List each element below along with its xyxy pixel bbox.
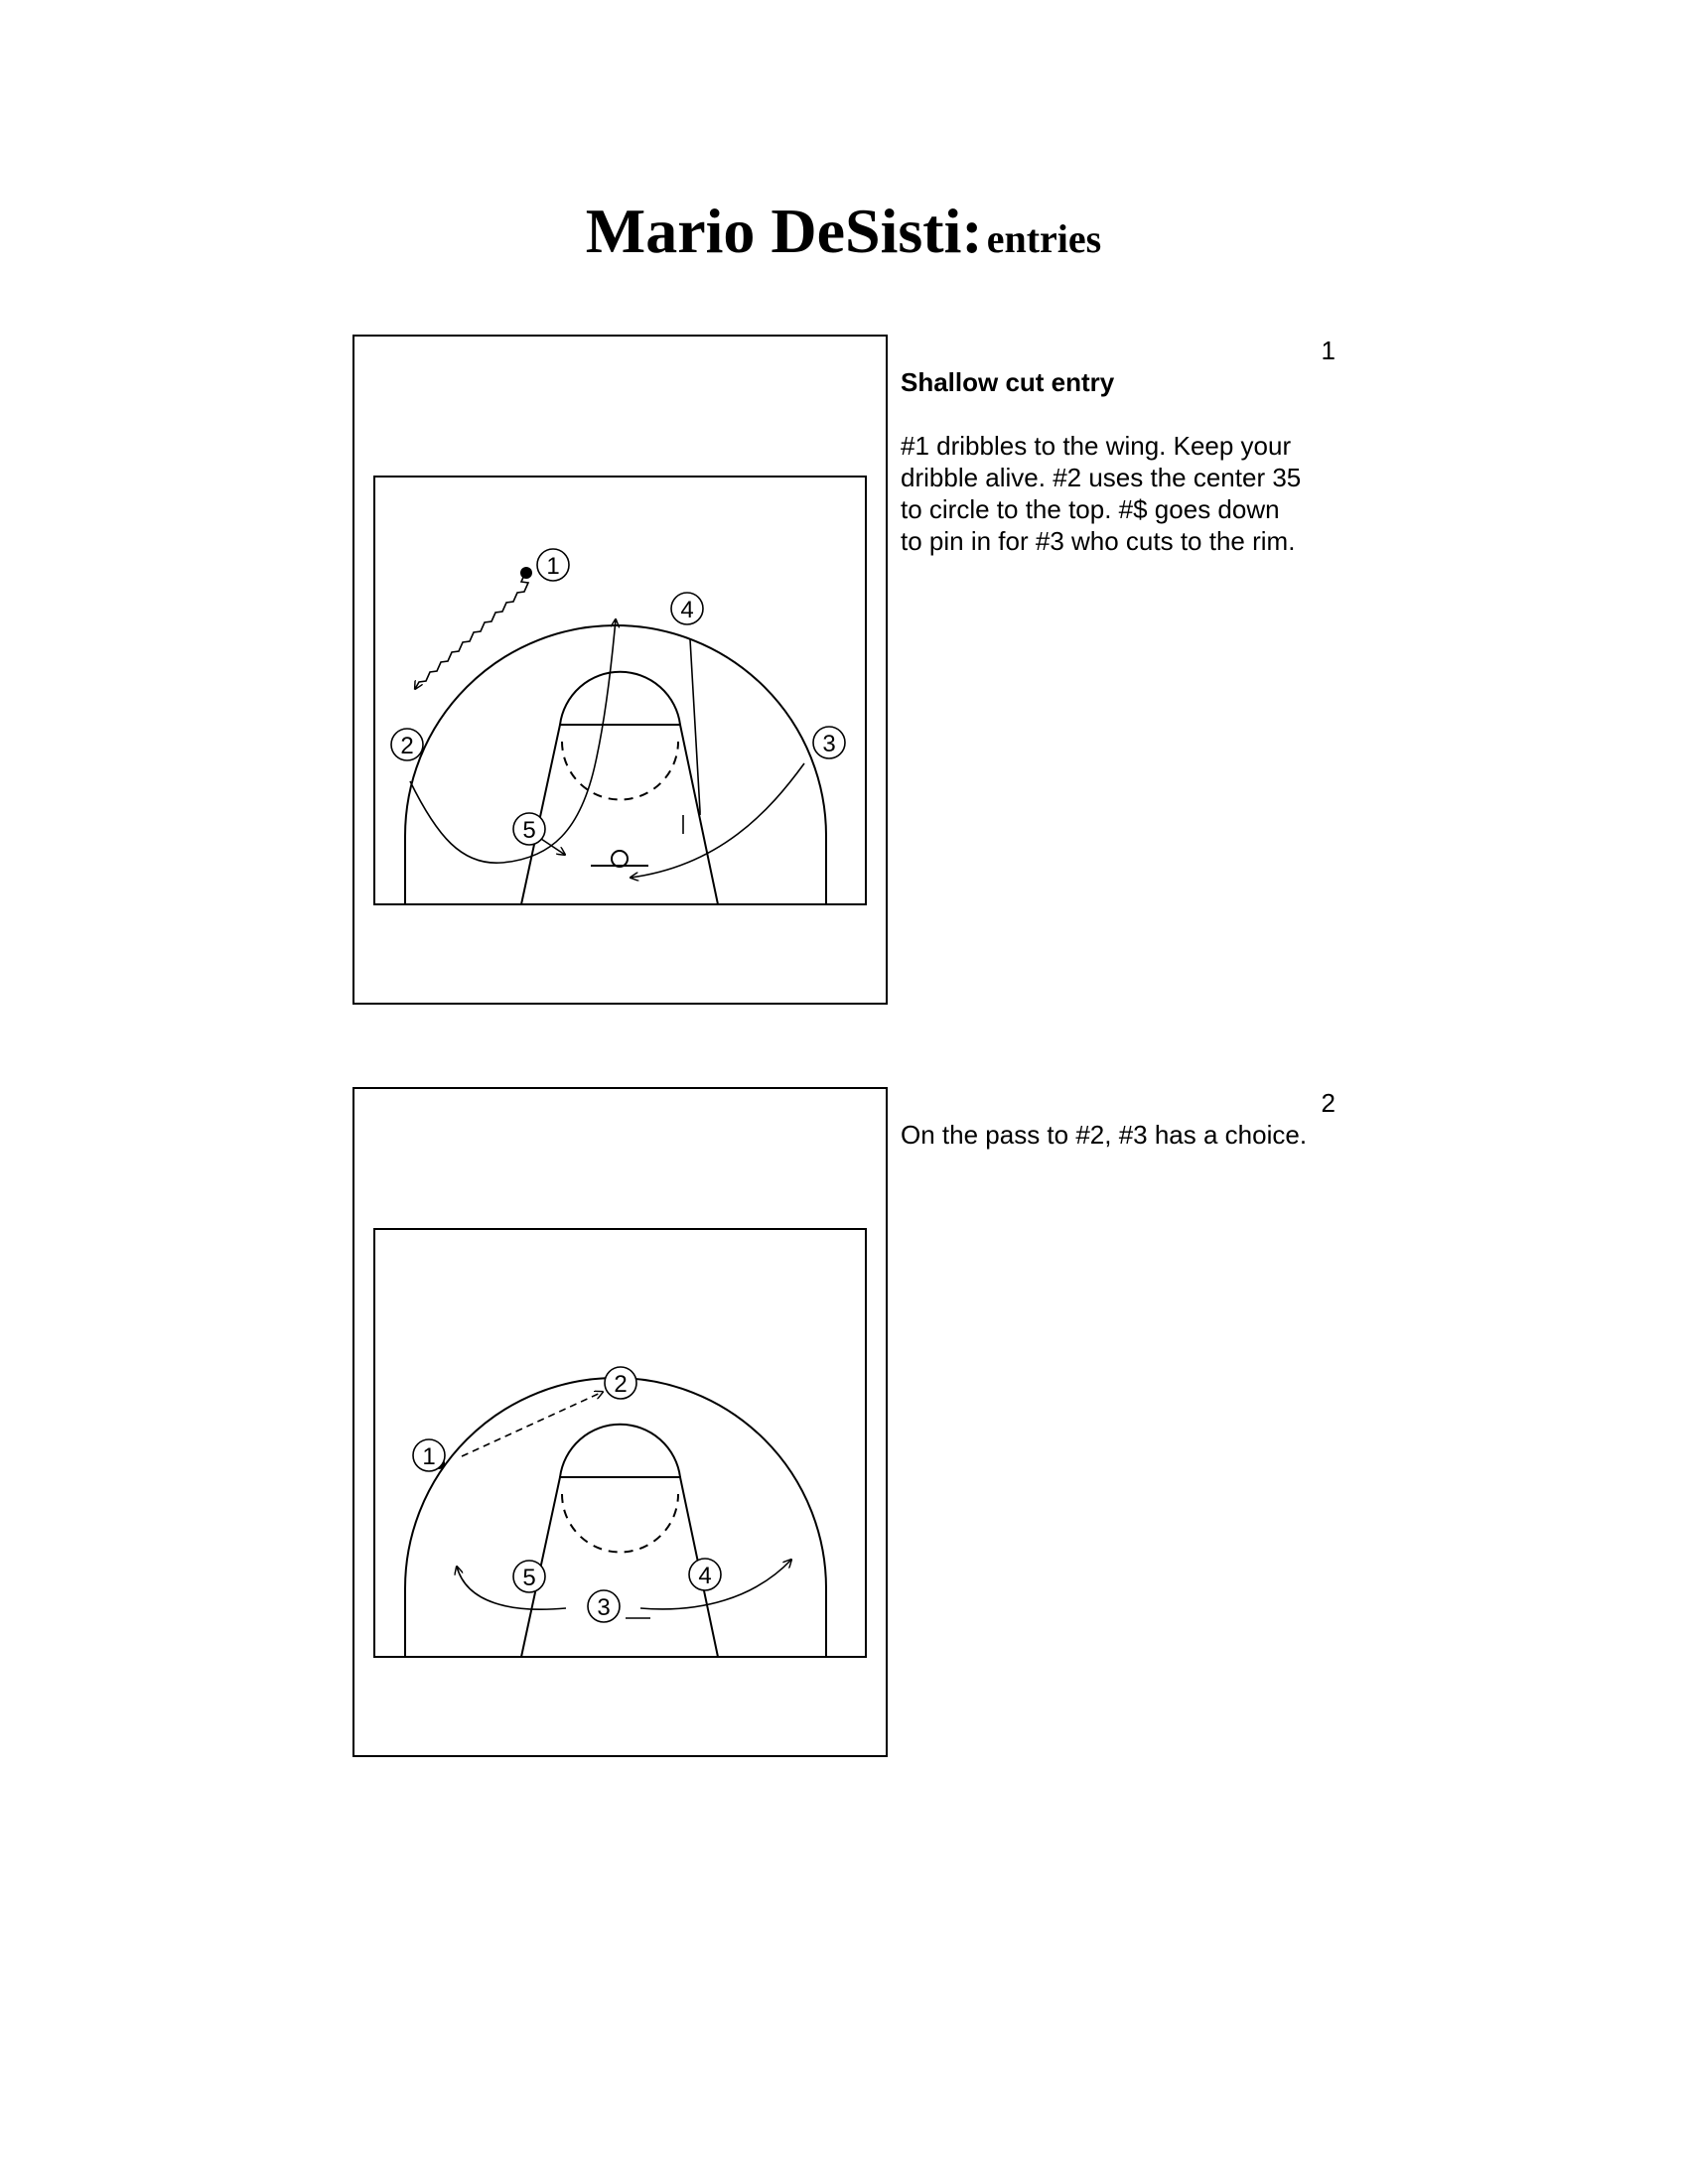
play-description <box>901 1119 1336 1151</box>
description-line: #1 dribbles to the wing. Keep your <box>901 431 1292 461</box>
play-number: 2 <box>1321 1088 1336 1118</box>
title-main: Mario DeSisti: <box>585 196 983 266</box>
player-5-label: 5 <box>522 817 536 844</box>
play-1-text <box>901 335 1336 557</box>
player-3 <box>813 727 845 758</box>
player-4-label: 4 <box>680 597 694 623</box>
play-1-court-svg <box>352 335 888 1005</box>
play-number: 1 <box>1321 336 1336 365</box>
player-5 <box>513 1561 545 1592</box>
play-1-diagram <box>352 335 888 1005</box>
player-3-label: 3 <box>822 731 836 757</box>
player-4 <box>689 1559 721 1590</box>
player-1-label: 1 <box>546 553 560 580</box>
player-1 <box>413 1439 445 1471</box>
title-sub: entries <box>986 216 1102 261</box>
player-2 <box>391 729 423 760</box>
play-description <box>901 430 1336 557</box>
player-4-label: 4 <box>698 1563 712 1589</box>
player-4 <box>671 593 703 624</box>
description-line: dribble alive. #2 uses the center 35 <box>901 463 1302 492</box>
player-3 <box>588 1590 620 1622</box>
page-title <box>0 195 1687 268</box>
player-3-label: 3 <box>597 1594 611 1621</box>
player-2-label: 2 <box>400 733 414 759</box>
player-5-label: 5 <box>522 1565 536 1591</box>
play-2-text <box>901 1087 1336 1151</box>
description-line: to circle to the top. #$ goes down <box>901 494 1280 524</box>
ball-icon <box>520 567 532 579</box>
player-1-label: 1 <box>422 1443 436 1470</box>
player-2-label: 2 <box>614 1371 628 1398</box>
play-2-court-svg <box>352 1087 888 1757</box>
player-2 <box>605 1367 636 1399</box>
description-line: to pin in for #3 who cuts to the rim. <box>901 526 1296 556</box>
player-1 <box>537 549 569 581</box>
play-title: Shallow cut entry <box>901 367 1115 397</box>
description-line: On the pass to #2, #3 has a choice. <box>901 1120 1308 1150</box>
player-5 <box>513 813 545 845</box>
play-2-diagram <box>352 1087 888 1757</box>
